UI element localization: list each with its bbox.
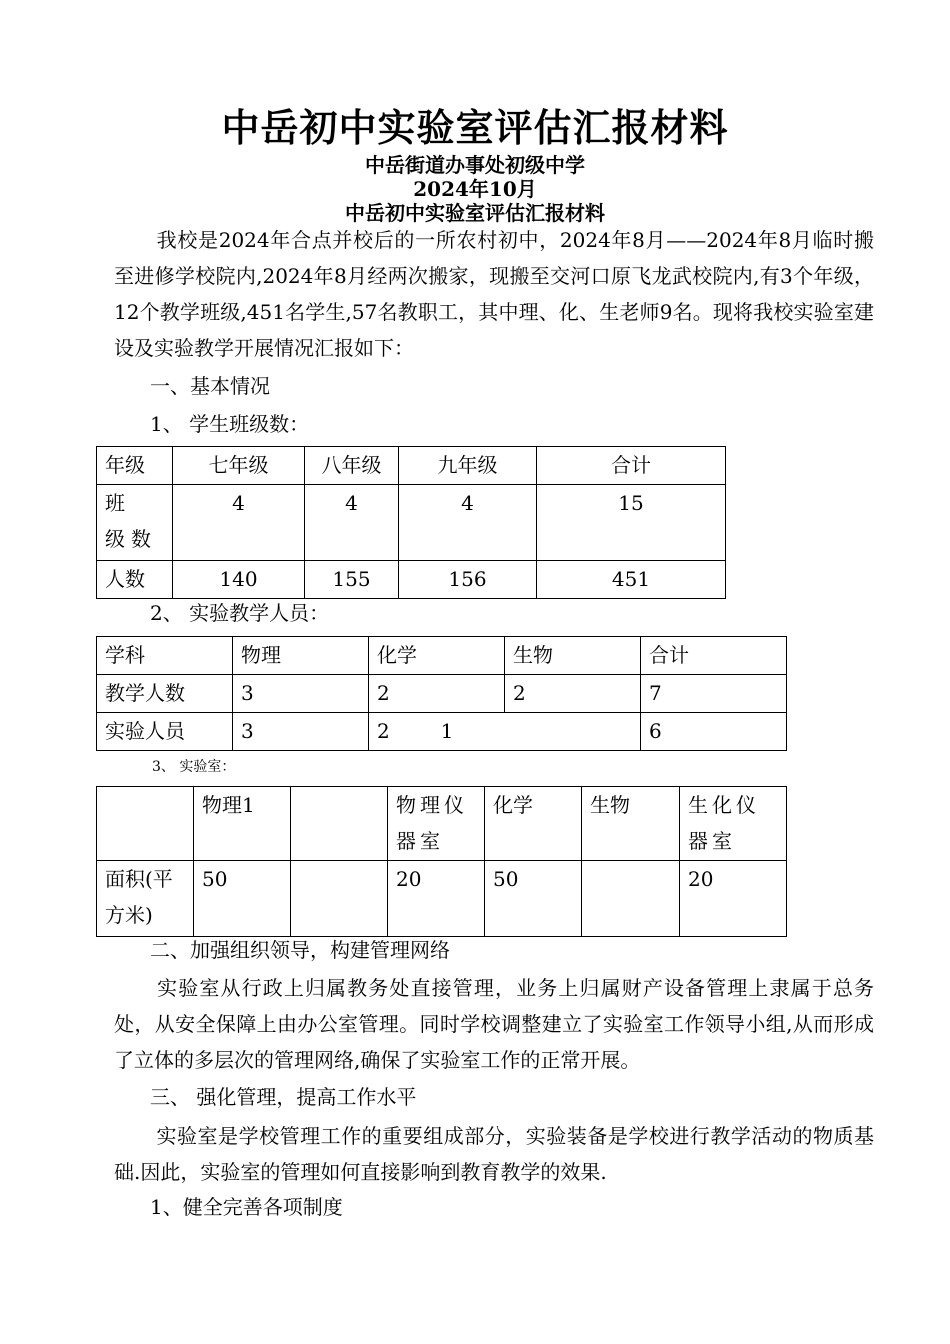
table-cell: 3 [233,713,369,751]
table-cell: 教学人数 [97,675,233,713]
intro-paragraph [114,222,874,366]
section3-paragraph [114,1118,874,1190]
table-cell: 班 级数 [97,485,173,561]
table-row [97,561,726,599]
lab-room-table [96,786,787,937]
table-cell: 140 [173,561,305,599]
table-header-cell: 生物 [582,787,680,861]
table-cell: 50 [194,861,291,937]
section3-heading: 三、 强化管理，提高工作水平 [150,1085,417,1109]
section2-text: 实验室从行政上归属教务处直接管理，业务上归属财产设备管理上隶属于总务处，从安全保障上由办公室管理。同时学校调整建立了实验室工作领导小组,从而形成了立体的多层次的管理网络,确保了实验室工作的正常开展。 [114,976,874,1072]
table-cell: 2 1 [369,713,641,751]
table-header-cell: 八年级 [305,447,399,485]
item-teaching-staff: 2、 实验教学人员： [150,601,330,625]
table-cell: 156 [399,561,537,599]
table-row [97,485,726,561]
intro-text: 我校是2024年合点并校后的一所农村初中，2024年8月——2024年8月临时搬至进修学校院内,2024年8月经两次搬家，现搬至交河口原飞龙武校院内,有3个年级，12个教学班级,451名学生,57名教职工，其中理、化、生老师9名。现将我校实验室建设及实验教学开展情况汇报如下： [114,228,874,360]
table-cell: 4 [305,485,399,561]
table-cell: 4 [399,485,537,561]
table-cell: 实验人员 [97,713,233,751]
table-header-cell: 化学 [369,637,505,675]
table-cell: 7 [641,675,787,713]
school-name: 中岳街道办事处初级中学 [365,153,585,177]
table-header-cell [291,787,388,861]
table-header-cell: 物理1 [194,787,291,861]
table-cell: 20 [680,861,787,937]
main-title: 中岳初中实验室评估汇报材料 [221,105,729,150]
table-header-cell: 合计 [641,637,787,675]
table-cell: 面积(平方米) [97,861,194,937]
table-cell: 15 [537,485,726,561]
table-cell: 155 [305,561,399,599]
table-cell: 3 [233,675,369,713]
table-header-cell: 生化仪器室 [680,787,787,861]
table-header-cell: 生物 [505,637,641,675]
table-row [97,713,787,751]
table-cell: 人数 [97,561,173,599]
table-header-cell: 九年级 [399,447,537,485]
table-cell [582,861,680,937]
table-header-cell: 物理 [233,637,369,675]
table-cell: 2 [505,675,641,713]
table-row [97,675,787,713]
table-cell: 6 [641,713,787,751]
sub-title: 中岳初中实验室评估汇报材料 [345,201,605,225]
table-header-cell: 学科 [97,637,233,675]
table-header-cell: 化学 [485,787,582,861]
class-count-table [96,446,726,599]
section2-heading: 二、加强组织领导，构建管理网络 [150,938,450,962]
table-cell: 4 [173,485,305,561]
table-cell: 2 [369,675,505,713]
table-cell: 50 [485,861,582,937]
table-header-cell: 合计 [537,447,726,485]
table-row [97,861,787,937]
table-header-cell: 七年级 [173,447,305,485]
table-header-cell [97,787,194,861]
table-row [97,787,787,861]
table-header-cell: 物理仪器室 [388,787,485,861]
item-rules: 1、健全完善各项制度 [150,1195,343,1219]
table-cell: 20 [388,861,485,937]
table-header-cell: 年级 [97,447,173,485]
section3-text: 实验室是学校管理工作的重要组成部分，实验装备是学校进行教学活动的物质基础.因此，实验室的管理如何直接影响到教育教学的效果. [114,1124,874,1184]
teaching-staff-table [96,636,787,751]
item-class-count: 1、 学生班级数： [150,412,310,436]
table-row [97,637,787,675]
section1-heading: 一、基本情况 [150,374,270,398]
report-date: 2024年10月 [413,177,537,201]
table-cell [291,861,388,937]
table-row [97,447,726,485]
section2-paragraph [114,970,874,1078]
item-lab-rooms: 3、 实验室： [152,759,236,775]
table-cell: 451 [537,561,726,599]
